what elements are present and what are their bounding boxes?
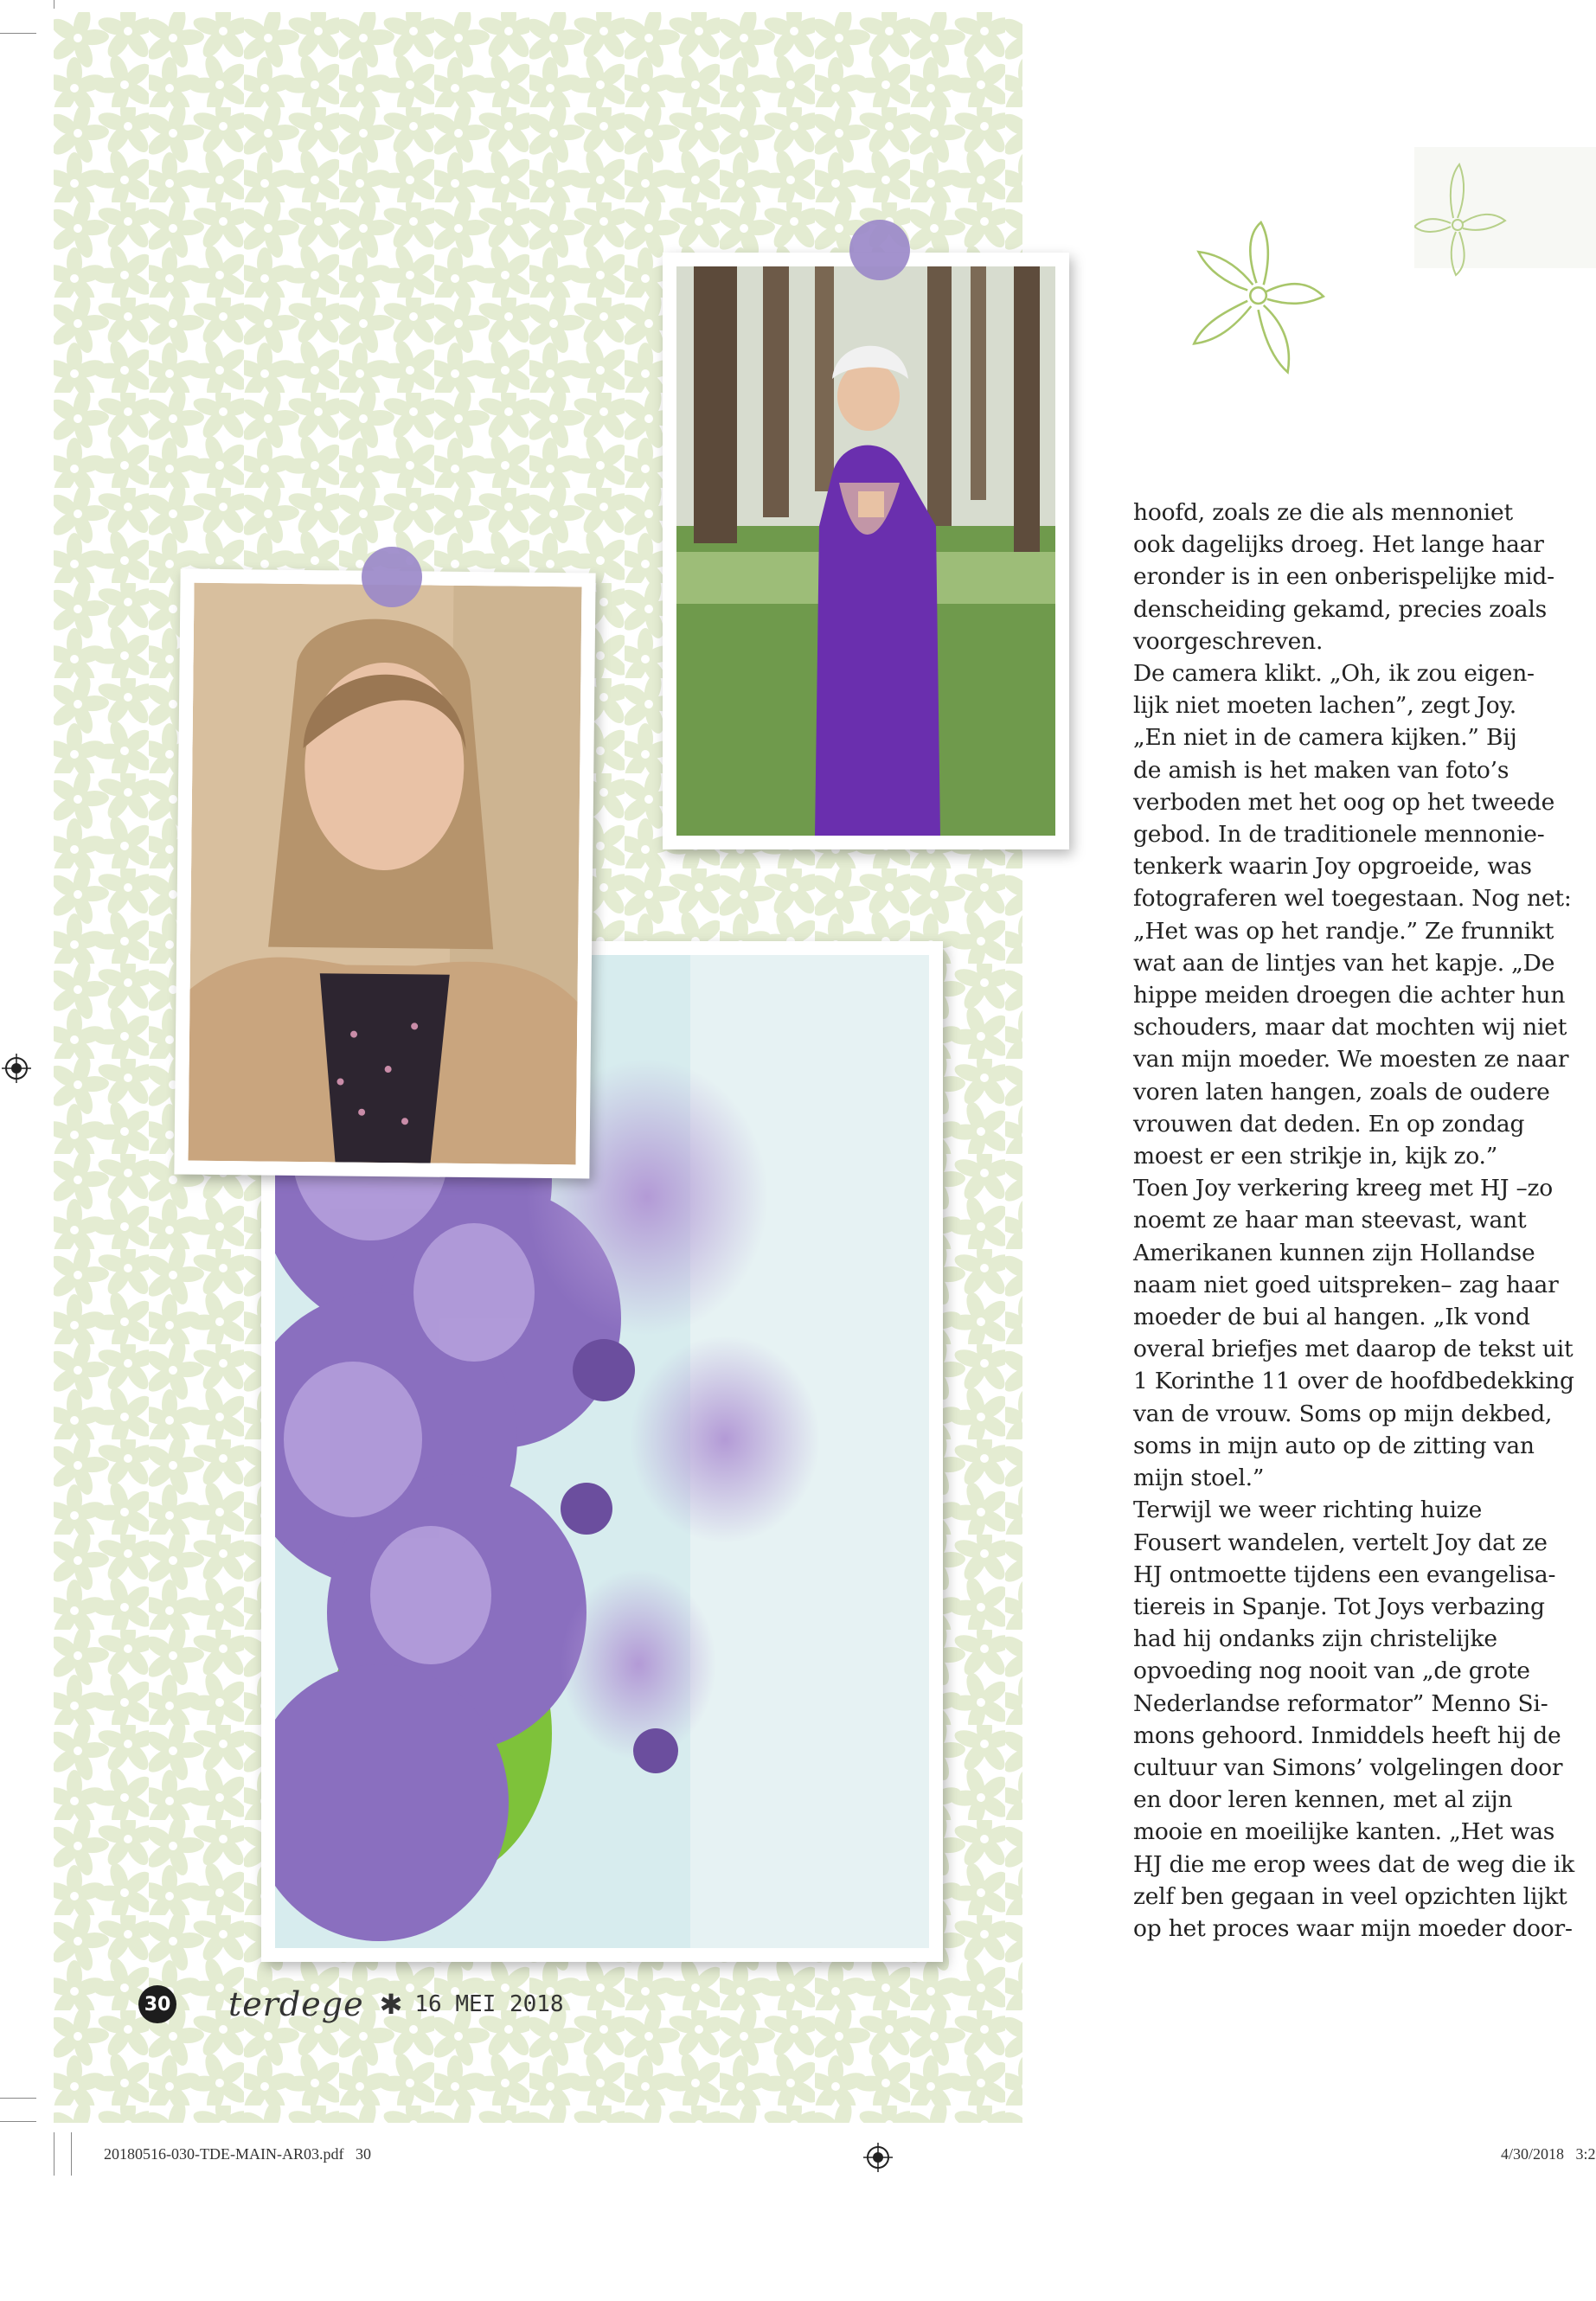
article-line: tiereis in Spanje. Tot Joys verbazing xyxy=(1133,1593,1545,1620)
registration-mark-icon xyxy=(2,1054,31,1083)
article-line: hoofd, zoals ze die als mennoniet xyxy=(1133,499,1513,526)
article-line: moeder de bui al hangen. „Ik vond xyxy=(1133,1304,1530,1331)
article-line: schouders, maar dat mochten wij niet xyxy=(1133,1014,1567,1042)
article-line: HJ ontmoette tijdens een evangelisa- xyxy=(1133,1561,1556,1588)
article-line: Toen Joy verkering kreeg met HJ –zo xyxy=(1133,1175,1554,1202)
article-line: ook dagelijks droeg. Het lange haar xyxy=(1133,531,1544,559)
article-line: „Het was op het randje.” Ze frunnikt xyxy=(1133,917,1554,945)
slug-timestamp: 4/30/2018 3:2 xyxy=(1501,2145,1596,2163)
article-line: en door leren kennen, met al zijn xyxy=(1133,1786,1513,1814)
crop-mark-bottom-left-h xyxy=(0,2098,36,2099)
crop-mark-bottom-left-h2 xyxy=(0,2121,36,2122)
issue-date: 16 MEI 2018 xyxy=(414,1991,564,2017)
article-line: voren laten hangen, zoals de oudere xyxy=(1133,1078,1550,1106)
article-line: van de vrouw. Soms op mijn dekbed, xyxy=(1133,1400,1553,1427)
article-line: moest er een strikje in, kijk zo.” xyxy=(1133,1143,1498,1170)
magazine-name: terdege xyxy=(228,1985,364,2023)
crop-mark-top-left-h xyxy=(0,33,36,34)
article-line: wat aan de lintjes van het kapje. „De xyxy=(1133,949,1555,977)
page-number: 30 xyxy=(138,1985,176,2023)
article-line: denscheiding gekamd, precies zoals xyxy=(1133,595,1548,623)
article-line: voorgeschreven. xyxy=(1133,627,1324,655)
article-line: vrouwen dat deden. En op zondag xyxy=(1133,1110,1525,1138)
outline-flower-icon xyxy=(1185,221,1328,381)
article-line: naam niet goed uitspreken– zag haar xyxy=(1133,1271,1559,1298)
photo-portrait-woman xyxy=(174,569,595,1179)
article-line: verboden met het oog op het tweede xyxy=(1133,788,1555,816)
article-line: mijn stoel.” xyxy=(1133,1465,1265,1492)
article-line: overal briefjes met daarop de tekst uit xyxy=(1133,1336,1574,1363)
folio xyxy=(138,1985,564,2023)
article-line: „En niet in de camera kijken.” Bij xyxy=(1133,724,1517,752)
article-line: 1 Korinthe 11 over de hoofdbedekking xyxy=(1133,1368,1574,1395)
article-line: op het proces waar mijn moeder door- xyxy=(1133,1914,1573,1942)
article-line: eronder is in een onberispelijke mid- xyxy=(1133,563,1554,591)
article-line: had hij ondanks zijn christelijke xyxy=(1133,1625,1497,1653)
article-line: noemt ze haar man steevast, want xyxy=(1133,1207,1527,1234)
article-line: cultuur van Simons’ volgelingen door xyxy=(1133,1753,1563,1781)
article-line: lijk niet moeten lachen”, zegt Joy. xyxy=(1133,692,1516,720)
article-line: de amish is het maken van foto’s xyxy=(1133,756,1509,784)
article-line: gebod. In de traditionele mennonie- xyxy=(1133,821,1545,849)
article-line: opvoeding nog nooit van „de grote xyxy=(1133,1657,1530,1685)
crop-mark-bottom-left-v2 xyxy=(71,2132,72,2176)
separator-star: ✱ xyxy=(379,1988,403,2021)
article-line: Terwijl we weer richting huize xyxy=(1133,1497,1483,1524)
article-line: Amerikanen kunnen zijn Hollandse xyxy=(1133,1239,1535,1266)
article-line: hippe meiden droegen die achter hun xyxy=(1133,982,1566,1009)
photo-pin xyxy=(849,220,910,280)
article-line: van mijn moeder. We moesten ze naar xyxy=(1133,1046,1569,1074)
article-line: Nederlandse reformator” Menno Si- xyxy=(1133,1689,1548,1717)
article-line: De camera klikt. „Oh, ik zou eigen- xyxy=(1133,660,1535,688)
article-text-column xyxy=(1133,497,1575,1945)
article-line: HJ die me erop wees dat de weg die ik xyxy=(1133,1850,1575,1878)
slug-filename: 20180516-030-TDE-MAIN-AR03.pdf 30 xyxy=(104,2145,371,2163)
registration-mark-icon xyxy=(863,2143,893,2172)
article-line: zelf ben gegaan in veel opzichten lijkt xyxy=(1133,1882,1567,1910)
article-line: mooie en moeilijke kanten. „Het was xyxy=(1133,1818,1555,1846)
article-line: mons gehoord. Inmiddels heeft hij de xyxy=(1133,1721,1561,1749)
photo-woman-purple-dress xyxy=(663,253,1069,849)
article-line: tenkerk waarin Joy opgroeide, was xyxy=(1133,853,1532,881)
article-line: fotograferen wel toegestaan. Nog net: xyxy=(1133,885,1572,913)
article-line: soms in mijn auto op de zitting van xyxy=(1133,1432,1535,1459)
photo-pin xyxy=(362,547,422,607)
outline-flower-small-icon xyxy=(1414,147,1596,389)
article-line: Fousert wandelen, vertelt Joy dat ze xyxy=(1133,1529,1548,1556)
